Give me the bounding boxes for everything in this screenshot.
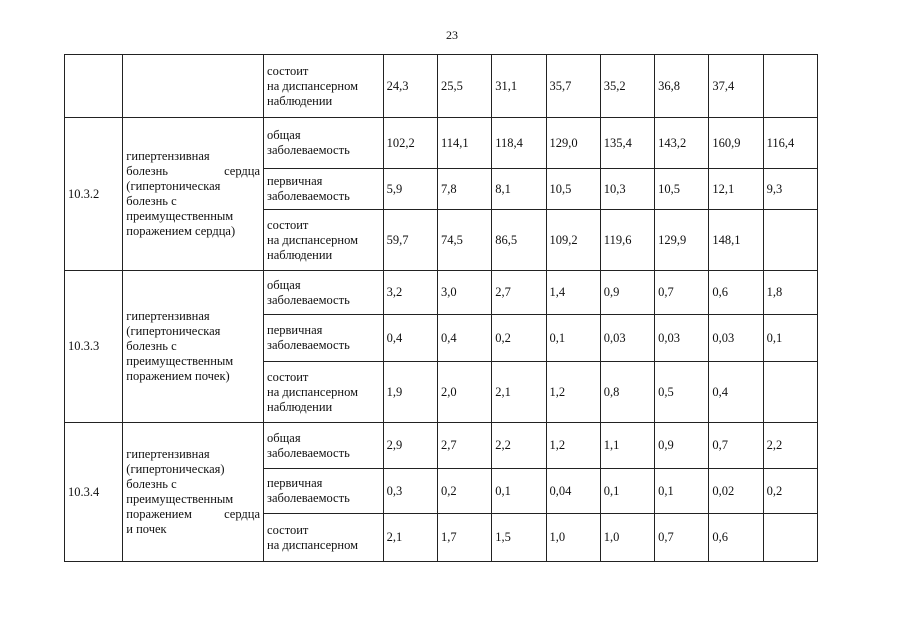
indicator-label-line: заболеваемость bbox=[267, 189, 350, 203]
value-cell: 129,0 bbox=[546, 118, 600, 169]
indicator-label-line: первичная bbox=[267, 174, 323, 188]
value-cell: 1,5 bbox=[492, 514, 546, 562]
value-cell: 0,03 bbox=[600, 315, 654, 362]
value-cell: 37,4 bbox=[709, 55, 763, 118]
value-cell: 1,0 bbox=[546, 514, 600, 562]
disease-name-line: болезнь с bbox=[126, 194, 177, 208]
indicator-label-line: первичная bbox=[267, 323, 323, 337]
value-cell: 119,6 bbox=[600, 210, 654, 271]
indicator-label bbox=[264, 423, 384, 469]
indicator-label bbox=[264, 271, 384, 315]
statistics-table bbox=[64, 54, 818, 562]
indicator-label-line: общая bbox=[267, 128, 301, 142]
value-cell: 2,1 bbox=[383, 514, 437, 562]
value-cell: 0,4 bbox=[437, 315, 491, 362]
value-cell: 10,5 bbox=[546, 169, 600, 210]
disease-name-line: и почек bbox=[126, 522, 167, 536]
disease-name-line: (гипертоническая bbox=[126, 324, 221, 338]
value-cell: 109,2 bbox=[546, 210, 600, 271]
value-cell: 0,5 bbox=[655, 362, 709, 423]
indicator-label-line: первичная bbox=[267, 476, 323, 490]
indicator-label-line: заболеваемость bbox=[267, 445, 350, 460]
value-cell: 59,7 bbox=[383, 210, 437, 271]
indicator-label-line: состоит bbox=[267, 217, 309, 232]
value-cell: 0,04 bbox=[546, 469, 600, 514]
value-cell: 0,6 bbox=[709, 271, 763, 315]
disease-name-line: поражением почек) bbox=[126, 369, 230, 383]
indicator-label-line: наблюдении bbox=[267, 399, 333, 414]
disease-name bbox=[123, 55, 264, 118]
value-cell: 31,1 bbox=[492, 55, 546, 118]
indicator-label-line: заболеваемость bbox=[267, 338, 350, 352]
indicator-label-line: состоит bbox=[267, 369, 309, 384]
value-cell: 0,1 bbox=[655, 469, 709, 514]
value-cell: 0,1 bbox=[600, 469, 654, 514]
indicator-label-line: состоит bbox=[267, 63, 309, 78]
disease-name-line: гипертензивная bbox=[126, 447, 210, 461]
indicator-label-line: наблюдении bbox=[267, 247, 333, 262]
value-cell: 0,9 bbox=[600, 271, 654, 315]
value-cell: 1,0 bbox=[600, 514, 654, 562]
indicator-label-line: наблюдении bbox=[267, 93, 333, 108]
disease-name-line: болезнь с bbox=[126, 477, 177, 491]
indicator-label-line: общая bbox=[267, 277, 301, 292]
value-cell: 2,1 bbox=[492, 362, 546, 423]
value-cell: 2,2 bbox=[763, 423, 817, 469]
value-cell: 0,02 bbox=[709, 469, 763, 514]
indicator-label bbox=[264, 362, 384, 423]
disease-name-line: гипертензивная bbox=[126, 149, 210, 163]
value-cell: 2,2 bbox=[492, 423, 546, 469]
section-code: 10.3.3 bbox=[65, 271, 123, 423]
value-cell: 0,6 bbox=[709, 514, 763, 562]
indicator-label bbox=[264, 55, 384, 118]
value-cell: 35,7 bbox=[546, 55, 600, 118]
value-cell: 36,8 bbox=[655, 55, 709, 118]
value-cell: 0,2 bbox=[763, 469, 817, 514]
table-body bbox=[65, 55, 818, 562]
value-cell: 0,1 bbox=[763, 315, 817, 362]
value-cell: 1,1 bbox=[600, 423, 654, 469]
value-cell: 0,8 bbox=[600, 362, 654, 423]
value-cell: 2,0 bbox=[437, 362, 491, 423]
section-code bbox=[65, 55, 123, 118]
table-row bbox=[65, 118, 818, 169]
disease-name-line: болезнь сердца bbox=[126, 164, 261, 178]
value-cell: 1,2 bbox=[546, 362, 600, 423]
section-code: 10.3.2 bbox=[65, 118, 123, 271]
disease-name bbox=[123, 118, 264, 271]
value-cell: 0,4 bbox=[383, 315, 437, 362]
indicator-label-line: заболеваемость bbox=[267, 143, 350, 157]
value-cell: 129,9 bbox=[655, 210, 709, 271]
value-cell: 3,0 bbox=[437, 271, 491, 315]
value-cell: 0,7 bbox=[709, 423, 763, 469]
value-cell: 0,03 bbox=[655, 315, 709, 362]
value-cell: 1,8 bbox=[763, 271, 817, 315]
indicator-label bbox=[264, 210, 384, 271]
disease-name-line: (гипертоническая) bbox=[126, 462, 225, 476]
value-cell: 135,4 bbox=[600, 118, 654, 169]
indicator-label-line: заболеваемость bbox=[267, 491, 350, 505]
value-cell: 25,5 bbox=[437, 55, 491, 118]
value-cell: 116,4 bbox=[763, 118, 817, 169]
table-row bbox=[65, 423, 818, 469]
value-cell: 114,1 bbox=[437, 118, 491, 169]
disease-name-line: преимущественным bbox=[126, 354, 234, 368]
value-cell: 0,7 bbox=[655, 271, 709, 315]
value-cell: 0,2 bbox=[437, 469, 491, 514]
value-cell: 10,3 bbox=[600, 169, 654, 210]
value-cell: 86,5 bbox=[492, 210, 546, 271]
indicator-label bbox=[264, 514, 384, 562]
value-cell: 118,4 bbox=[492, 118, 546, 169]
indicator-label-line: заболеваемость bbox=[267, 292, 350, 307]
value-cell: 2,9 bbox=[383, 423, 437, 469]
value-cell: 1,9 bbox=[383, 362, 437, 423]
value-cell: 5,9 bbox=[383, 169, 437, 210]
value-cell: 1,4 bbox=[546, 271, 600, 315]
disease-name-line: гипертензивная bbox=[126, 309, 210, 323]
disease-name-line: (гипертоническая bbox=[126, 179, 221, 193]
value-cell: 12,1 bbox=[709, 169, 763, 210]
disease-name bbox=[123, 271, 264, 423]
section-code: 10.3.4 bbox=[65, 423, 123, 562]
value-cell: 2,7 bbox=[437, 423, 491, 469]
page-number: 23 bbox=[446, 28, 458, 42]
value-cell: 24,3 bbox=[383, 55, 437, 118]
disease-name-line: поражением сердца) bbox=[126, 224, 236, 238]
value-cell: 3,2 bbox=[383, 271, 437, 315]
value-cell: 0,7 bbox=[655, 514, 709, 562]
value-cell bbox=[763, 210, 817, 271]
value-cell: 10,5 bbox=[655, 169, 709, 210]
disease-name-line: преимущественным bbox=[126, 209, 234, 223]
indicator-label bbox=[264, 118, 384, 169]
value-cell: 160,9 bbox=[709, 118, 763, 169]
value-cell: 9,3 bbox=[763, 169, 817, 210]
value-cell: 0,9 bbox=[655, 423, 709, 469]
indicator-label-line: состоит bbox=[267, 522, 309, 537]
indicator-label-line: на диспансерном bbox=[267, 232, 359, 247]
disease-name bbox=[123, 423, 264, 562]
table-row bbox=[65, 271, 818, 315]
value-cell: 2,7 bbox=[492, 271, 546, 315]
value-cell: 143,2 bbox=[655, 118, 709, 169]
value-cell: 102,2 bbox=[383, 118, 437, 169]
value-cell bbox=[763, 362, 817, 423]
disease-name-line: поражением сердца bbox=[126, 507, 261, 521]
value-cell: 0,2 bbox=[492, 315, 546, 362]
indicator-label-line: на диспансерном bbox=[267, 78, 359, 93]
value-cell: 35,2 bbox=[600, 55, 654, 118]
indicator-label bbox=[264, 169, 384, 210]
value-cell: 0,03 bbox=[709, 315, 763, 362]
value-cell: 1,7 bbox=[437, 514, 491, 562]
value-cell: 148,1 bbox=[709, 210, 763, 271]
value-cell: 0,1 bbox=[492, 469, 546, 514]
disease-name-line: болезнь с bbox=[126, 339, 177, 353]
disease-name-line: преимущественным bbox=[126, 492, 234, 506]
value-cell: 0,4 bbox=[709, 362, 763, 423]
value-cell bbox=[763, 514, 817, 562]
indicator-label bbox=[264, 469, 384, 514]
indicator-label bbox=[264, 315, 384, 362]
value-cell: 8,1 bbox=[492, 169, 546, 210]
value-cell: 7,8 bbox=[437, 169, 491, 210]
value-cell: 0,1 bbox=[546, 315, 600, 362]
value-cell bbox=[763, 55, 817, 118]
value-cell: 0,3 bbox=[383, 469, 437, 514]
value-cell: 1,2 bbox=[546, 423, 600, 469]
indicator-label-line: общая bbox=[267, 430, 301, 445]
table-row bbox=[65, 55, 818, 118]
value-cell: 74,5 bbox=[437, 210, 491, 271]
indicator-label-line: на диспансерном bbox=[267, 537, 359, 552]
indicator-label-line: на диспансерном bbox=[267, 384, 359, 399]
